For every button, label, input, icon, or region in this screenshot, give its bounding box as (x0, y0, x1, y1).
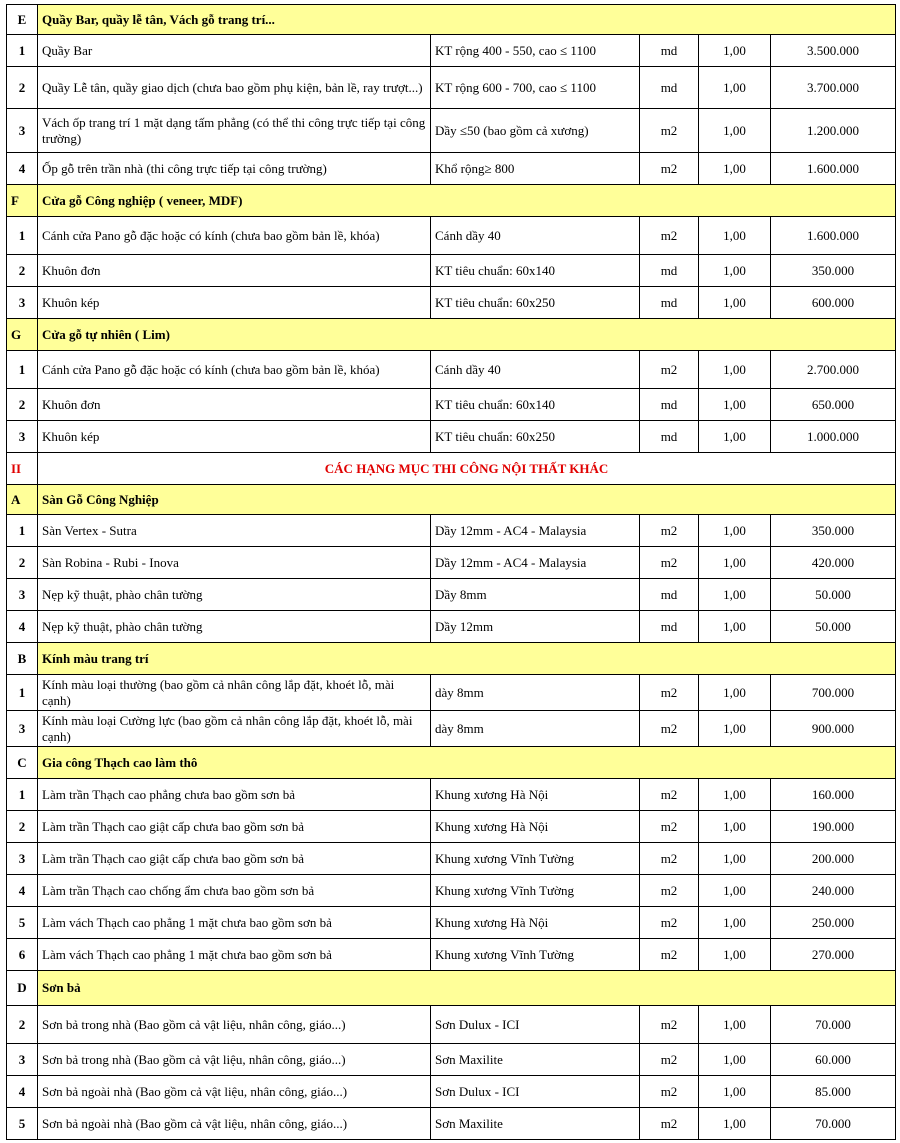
item-quantity: 1,00 (699, 675, 771, 711)
item-spec: Khung xương Vĩnh Tường (431, 843, 640, 875)
item-price: 420.000 (771, 547, 896, 579)
item-unit: m2 (640, 907, 699, 939)
item-unit: md (640, 389, 699, 421)
group-header-row (7, 971, 896, 1006)
item-name: Khuôn kép (38, 287, 431, 319)
item-quantity: 1,00 (699, 515, 771, 547)
group-title: Gia công Thạch cao làm thô (38, 747, 896, 779)
group-code: G (7, 319, 38, 351)
item-price: 350.000 (771, 255, 896, 287)
item-unit: m2 (640, 875, 699, 907)
item-spec: Dầy 8mm (431, 579, 640, 611)
table-row (7, 711, 896, 747)
item-price: 1.200.000 (771, 109, 896, 153)
item-price: 2.700.000 (771, 351, 896, 389)
item-quantity: 1,00 (699, 1108, 771, 1140)
item-number: 2 (7, 255, 38, 287)
item-quantity: 1,00 (699, 109, 771, 153)
item-price: 160.000 (771, 779, 896, 811)
group-header-row (7, 485, 896, 515)
item-price: 3.700.000 (771, 67, 896, 109)
item-price: 190.000 (771, 811, 896, 843)
item-name: Làm trần Thạch cao giật cấp chưa bao gồm sơn bả (38, 811, 431, 843)
item-unit: m2 (640, 547, 699, 579)
item-number: 6 (7, 939, 38, 971)
item-quantity: 1,00 (699, 67, 771, 109)
item-number: 3 (7, 1044, 38, 1076)
item-spec: KT tiêu chuẩn: 60x250 (431, 421, 640, 453)
item-quantity: 1,00 (699, 811, 771, 843)
item-quantity: 1,00 (699, 843, 771, 875)
item-number: 1 (7, 351, 38, 389)
item-name: Khuôn đơn (38, 255, 431, 287)
item-number: 2 (7, 811, 38, 843)
table-row (7, 217, 896, 255)
item-number: 2 (7, 547, 38, 579)
item-name: Khuôn kép (38, 421, 431, 453)
item-name: Sơn bả trong nhà (Bao gồm cả vật liệu, nhân công, giáo...) (38, 1044, 431, 1076)
item-quantity: 1,00 (699, 779, 771, 811)
item-number: 3 (7, 579, 38, 611)
item-price: 700.000 (771, 675, 896, 711)
group-title: Sàn Gỗ Công Nghiệp (38, 485, 896, 515)
item-spec: dày 8mm (431, 711, 640, 747)
item-spec: Sơn Maxilite (431, 1044, 640, 1076)
item-name: Sơn bả ngoài nhà (Bao gồm cả vật liệu, nhân công, giáo...) (38, 1108, 431, 1140)
item-spec: Dầy ≤50 (bao gồm cả xương) (431, 109, 640, 153)
item-number: 4 (7, 875, 38, 907)
table-row (7, 421, 896, 453)
item-price: 50.000 (771, 579, 896, 611)
item-number: 3 (7, 109, 38, 153)
group-code: E (7, 5, 38, 35)
group-header-row (7, 5, 896, 35)
table-row (7, 153, 896, 185)
item-number: 2 (7, 389, 38, 421)
item-unit: m2 (640, 351, 699, 389)
item-price: 240.000 (771, 875, 896, 907)
group-code: A (7, 485, 38, 515)
item-price: 3.500.000 (771, 35, 896, 67)
item-quantity: 1,00 (699, 547, 771, 579)
item-unit: m2 (640, 153, 699, 185)
table-row (7, 1076, 896, 1108)
item-spec: Dầy 12mm (431, 611, 640, 643)
item-number: 5 (7, 907, 38, 939)
group-code: B (7, 643, 38, 675)
item-spec: KT rộng 600 - 700, cao ≤ 1100 (431, 67, 640, 109)
item-name: Cánh cửa Pano gỗ đặc hoặc có kính (chưa bao gồm bản lề, khóa) (38, 351, 431, 389)
item-quantity: 1,00 (699, 711, 771, 747)
item-quantity: 1,00 (699, 611, 771, 643)
table-row (7, 675, 896, 711)
item-spec: Sơn Dulux - ICI (431, 1076, 640, 1108)
item-quantity: 1,00 (699, 579, 771, 611)
item-price: 200.000 (771, 843, 896, 875)
item-name: Làm vách Thạch cao phẳng 1 mặt chưa bao gồm sơn bả (38, 907, 431, 939)
item-number: 1 (7, 515, 38, 547)
table-row (7, 351, 896, 389)
item-quantity: 1,00 (699, 907, 771, 939)
item-unit: md (640, 421, 699, 453)
item-spec: KT tiêu chuẩn: 60x140 (431, 389, 640, 421)
group-header-row (7, 747, 896, 779)
item-spec: Khung xương Hà Nội (431, 779, 640, 811)
group-title: Cửa gỗ tự nhiên ( Lim) (38, 319, 896, 351)
item-quantity: 1,00 (699, 421, 771, 453)
table-row (7, 1044, 896, 1076)
item-spec: Cánh dầy 40 (431, 351, 640, 389)
item-price: 70.000 (771, 1006, 896, 1044)
table-row (7, 843, 896, 875)
item-spec: Cánh dầy 40 (431, 217, 640, 255)
item-number: 2 (7, 1006, 38, 1044)
item-unit: md (640, 255, 699, 287)
table-row (7, 35, 896, 67)
item-number: 1 (7, 779, 38, 811)
item-number: 3 (7, 843, 38, 875)
item-quantity: 1,00 (699, 389, 771, 421)
table-row (7, 109, 896, 153)
item-name: Làm trần Thạch cao phẳng chưa bao gồm sơn bả (38, 779, 431, 811)
item-spec: Khung xương Vĩnh Tường (431, 939, 640, 971)
item-spec: Sơn Maxilite (431, 1108, 640, 1140)
item-price: 70.000 (771, 1108, 896, 1140)
item-spec: dày 8mm (431, 675, 640, 711)
item-quantity: 1,00 (699, 1076, 771, 1108)
group-title: Kính màu trang trí (38, 643, 896, 675)
item-unit: md (640, 611, 699, 643)
table-row (7, 875, 896, 907)
item-price: 1.000.000 (771, 421, 896, 453)
table-row (7, 547, 896, 579)
item-unit: m2 (640, 109, 699, 153)
item-quantity: 1,00 (699, 217, 771, 255)
table-row (7, 907, 896, 939)
item-name: Sàn Robina - Rubi - Inova (38, 547, 431, 579)
table-row (7, 579, 896, 611)
item-unit: m2 (640, 939, 699, 971)
item-name: Ốp gỗ trên trần nhà (thi công trực tiếp tại công trường) (38, 153, 431, 185)
table-row (7, 1108, 896, 1140)
item-unit: m2 (640, 675, 699, 711)
item-name: Kính màu loại thường (bao gồm cả nhân công lắp đặt, khoét lỗ, mài cạnh) (38, 675, 431, 711)
table-row (7, 939, 896, 971)
item-number: 4 (7, 1076, 38, 1108)
item-number: 1 (7, 675, 38, 711)
item-price: 1.600.000 (771, 217, 896, 255)
item-number: 2 (7, 67, 38, 109)
item-unit: m2 (640, 711, 699, 747)
item-quantity: 1,00 (699, 351, 771, 389)
item-unit: m2 (640, 217, 699, 255)
item-price: 600.000 (771, 287, 896, 319)
item-price: 350.000 (771, 515, 896, 547)
item-unit: m2 (640, 1006, 699, 1044)
table-row (7, 811, 896, 843)
item-spec: KT tiêu chuẩn: 60x140 (431, 255, 640, 287)
item-number: 4 (7, 611, 38, 643)
item-price: 650.000 (771, 389, 896, 421)
item-price: 85.000 (771, 1076, 896, 1108)
item-name: Khuôn đơn (38, 389, 431, 421)
item-quantity: 1,00 (699, 255, 771, 287)
item-spec: Khung xương Hà Nội (431, 811, 640, 843)
item-spec: Khổ rộng≥ 800 (431, 153, 640, 185)
item-quantity: 1,00 (699, 875, 771, 907)
item-name: Sàn Vertex - Sutra (38, 515, 431, 547)
group-title: Quầy Bar, quầy lễ tân, Vách gỗ trang trí... (38, 5, 896, 35)
section-header-row (7, 453, 896, 485)
item-quantity: 1,00 (699, 939, 771, 971)
group-title: Cửa gỗ Công nghiệp ( veneer, MDF) (38, 185, 896, 217)
group-header-row (7, 185, 896, 217)
price-quote-table (6, 4, 896, 1140)
item-spec: Sơn Dulux - ICI (431, 1006, 640, 1044)
item-number: 3 (7, 287, 38, 319)
item-quantity: 1,00 (699, 1006, 771, 1044)
group-code: C (7, 747, 38, 779)
item-spec: Dầy 12mm - AC4 - Malaysia (431, 547, 640, 579)
item-price: 60.000 (771, 1044, 896, 1076)
item-name: Làm trần Thạch cao giật cấp chưa bao gồm sơn bả (38, 843, 431, 875)
item-quantity: 1,00 (699, 35, 771, 67)
item-unit: m2 (640, 843, 699, 875)
table-row (7, 515, 896, 547)
table-row (7, 255, 896, 287)
item-name: Sơn bả trong nhà (Bao gồm cả vật liệu, nhân công, giáo...) (38, 1006, 431, 1044)
item-name: Vách ốp trang trí 1 mặt dạng tấm phẳng (có thể thi công trực tiếp tại công trường) (38, 109, 431, 153)
group-code: F (7, 185, 38, 217)
table-row (7, 67, 896, 109)
item-unit: m2 (640, 515, 699, 547)
item-number: 1 (7, 35, 38, 67)
item-unit: m2 (640, 1044, 699, 1076)
item-name: Quầy Bar (38, 35, 431, 67)
item-name: Quầy Lễ tân, quầy giao dịch (chưa bao gồm phụ kiện, bản lề, ray trượt...) (38, 67, 431, 109)
price-quote-body (7, 5, 896, 1140)
item-number: 4 (7, 153, 38, 185)
item-name: Nẹp kỹ thuật, phào chân tường (38, 611, 431, 643)
table-row (7, 611, 896, 643)
item-quantity: 1,00 (699, 153, 771, 185)
group-header-row (7, 319, 896, 351)
item-name: Làm trần Thạch cao chống ẩm chưa bao gồm sơn bả (38, 875, 431, 907)
item-number: 5 (7, 1108, 38, 1140)
item-price: 270.000 (771, 939, 896, 971)
item-name: Nẹp kỹ thuật, phào chân tường (38, 579, 431, 611)
item-unit: m2 (640, 1108, 699, 1140)
group-code: D (7, 971, 38, 1006)
item-name: Làm vách Thạch cao phẳng 1 mặt chưa bao gồm sơn bả (38, 939, 431, 971)
item-number: 3 (7, 421, 38, 453)
table-row (7, 287, 896, 319)
item-spec: Khung xương Hà Nội (431, 907, 640, 939)
item-spec: KT rộng 400 - 550, cao ≤ 1100 (431, 35, 640, 67)
item-spec: Khung xương Vĩnh Tường (431, 875, 640, 907)
item-spec: Dầy 12mm - AC4 - Malaysia (431, 515, 640, 547)
group-header-row (7, 643, 896, 675)
item-price: 250.000 (771, 907, 896, 939)
item-price: 50.000 (771, 611, 896, 643)
table-row (7, 1006, 896, 1044)
section-code: II (7, 453, 38, 485)
item-name: Cánh cửa Pano gỗ đặc hoặc có kính (chưa bao gồm bản lề, khóa) (38, 217, 431, 255)
item-unit: md (640, 67, 699, 109)
item-unit: md (640, 287, 699, 319)
item-name: Kính màu loại Cường lực (bao gồm cả nhân công lắp đặt, khoét lỗ, mài cạnh) (38, 711, 431, 747)
item-unit: md (640, 35, 699, 67)
item-spec: KT tiêu chuẩn: 60x250 (431, 287, 640, 319)
table-row (7, 389, 896, 421)
item-unit: m2 (640, 1076, 699, 1108)
item-quantity: 1,00 (699, 287, 771, 319)
item-name: Sơn bả ngoài nhà (Bao gồm cả vật liệu, nhân công, giáo...) (38, 1076, 431, 1108)
group-title: Sơn bả (38, 971, 896, 1006)
item-unit: md (640, 579, 699, 611)
item-quantity: 1,00 (699, 1044, 771, 1076)
item-unit: m2 (640, 811, 699, 843)
item-price: 1.600.000 (771, 153, 896, 185)
item-unit: m2 (640, 779, 699, 811)
item-number: 1 (7, 217, 38, 255)
section-title: CÁC HẠNG MỤC THI CÔNG NỘI THẤT KHÁC (38, 453, 896, 485)
item-price: 900.000 (771, 711, 896, 747)
table-row (7, 779, 896, 811)
item-number: 3 (7, 711, 38, 747)
